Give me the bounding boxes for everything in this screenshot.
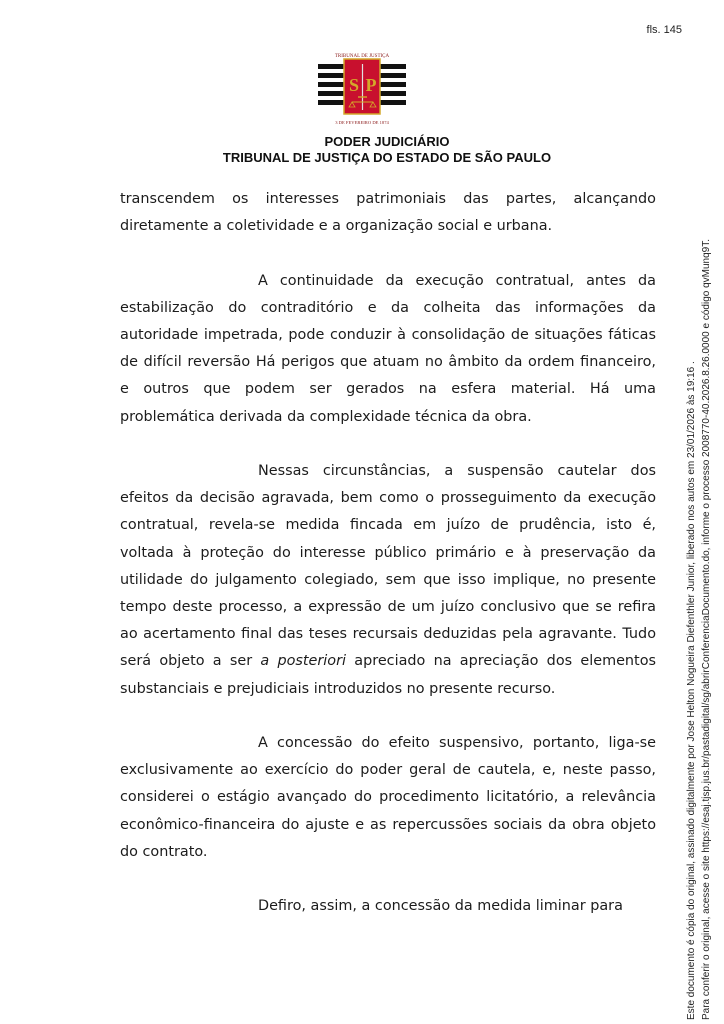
paragraph-3 bbox=[120, 458, 656, 703]
digital-signature-note bbox=[684, 160, 714, 1020]
paragraph-2: A continuidade da execução contratual, antes da estabilização do contraditório e da colheita das informações da autoridade impetrada, pode conduzir à consolidação de situações fáticas de difícil reversão Há perigos que atuam no âmbito da ordem financeiro, e outros que podem ser gerados na esfera material. Há uma problemática derivada da complexidade técnica da obra. bbox=[120, 272, 656, 425]
paragraph-5: Defiro, assim, a concessão da medida liminar para bbox=[258, 898, 623, 915]
emblem-letter-right: P bbox=[365, 75, 377, 95]
emblem-top-text: TRIBUNAL DE JUSTIÇA bbox=[334, 54, 390, 59]
header-line-1: PODER JUDICIÁRIO bbox=[324, 134, 450, 149]
emblem-bottom-text: 3 DE FEVEREIRO DE 1874 bbox=[335, 120, 389, 125]
page-number: fls. 145 bbox=[646, 24, 682, 36]
paragraph-3-text-b: apreciado na apreciação dos elementos substanciais e prejudiciais introduzidos no presente recurso. bbox=[120, 653, 657, 697]
paragraph-1: transcendem os interesses patrimoniais das partes, alcançando diretamente a coletividade e a organização social e urbana. bbox=[120, 191, 656, 235]
tjsp-emblem bbox=[318, 50, 406, 130]
paragraph-3-text-a: Nessas circunstâncias, a suspensão cautelar dos efeitos da decisão agravada, bem como o prosseguimento da execução contratual, revela-se medida fincada em juízo de prudência, isto é, voltada à proteção do interesse público primário e à preservação da utilidade do julgamento colegiado, sem que isso implique, no presente tempo deste processo, a expressão de um juízo conclusivo que se refira ao acertamento final das teses recursais deduzidas pela agravante. Tudo será objeto a ser bbox=[120, 463, 656, 670]
document-header bbox=[120, 134, 654, 166]
paragraph-3-italic: a posteriori bbox=[260, 653, 347, 670]
signature-note-line-2: Para conferir o original, acesse o site https://esaj.tjsp.jus.br/pastadigital/sg/abrirConferenciaDocumento.do, informe o processo 2008770-40.2026.8.26.0000 e código qvMunq9T. bbox=[701, 238, 712, 1020]
header-line-2: TRIBUNAL DE JUSTIÇA DO ESTADO DE SÃO PAULO bbox=[222, 150, 552, 165]
paragraph-4: A concessão do efeito suspensivo, portanto, liga-se exclusivamente ao exercício do poder geral de cautela, e, neste passo, considerei o estágio avançado do procedimento licitatório, a relevância econômico-financeira do ajuste e as repercussões sociais da obra objeto do contrato. bbox=[120, 735, 656, 860]
emblem-letter-left: S bbox=[348, 75, 360, 95]
document-body bbox=[120, 186, 656, 920]
signature-note-line-1: Este documento é cópia do original, assinado digitalmente por Jose Helton Nogueira Diefenthler Junior, liberado nos autos em 23/01/2026 às 19:16 . bbox=[686, 361, 697, 1020]
